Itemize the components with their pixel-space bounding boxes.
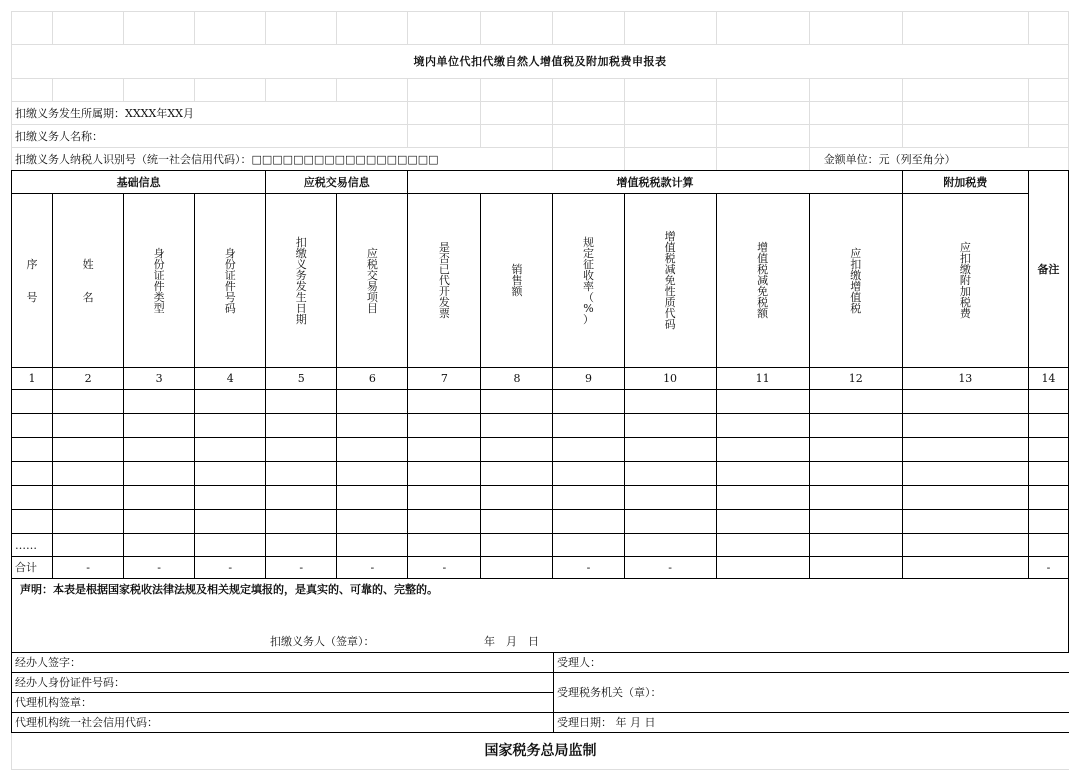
cell[interactable] — [195, 486, 266, 510]
cell[interactable] — [624, 438, 716, 462]
cell[interactable] — [553, 414, 624, 438]
col-num: 8 — [481, 368, 553, 390]
cell[interactable] — [195, 414, 266, 438]
cell[interactable] — [408, 534, 481, 557]
cell[interactable] — [266, 534, 337, 557]
col-num: 3 — [124, 368, 195, 390]
col-num: 10 — [624, 368, 716, 390]
cell[interactable] — [902, 438, 1028, 462]
declaration-text: 声明：本表是根据国家税收法律法规及相关规定填报的，是真实的、可靠的、完整的。 — [20, 583, 438, 596]
group-basic: 基础信息 — [12, 171, 266, 194]
col-header-8: 销 售 额 — [481, 194, 553, 368]
cell[interactable] — [624, 486, 716, 510]
cell[interactable] — [337, 462, 408, 486]
col-num: 5 — [266, 368, 337, 390]
cell[interactable] — [408, 510, 481, 534]
col-num: 2 — [53, 368, 124, 390]
cell[interactable] — [809, 534, 902, 557]
signoff-table — [11, 652, 1069, 733]
cell[interactable] — [1028, 438, 1068, 462]
cell[interactable] — [716, 390, 809, 414]
receiving-office-field[interactable]: 受理税务机关（章）： — [554, 673, 1070, 713]
footer-grid — [11, 733, 1069, 770]
col-num: 9 — [553, 368, 624, 390]
declaration-cell — [12, 579, 1069, 653]
cell[interactable] — [902, 534, 1028, 557]
total-dash: - — [53, 557, 124, 579]
receiver-field[interactable]: 受理人： — [554, 653, 1070, 673]
table-row — [12, 390, 1069, 414]
cell[interactable] — [553, 390, 624, 414]
declaration-date: 年 月 日 — [484, 635, 539, 648]
cell[interactable] — [902, 462, 1028, 486]
cell[interactable] — [902, 486, 1028, 510]
cell[interactable] — [1028, 486, 1068, 510]
col-num: 14 — [1028, 368, 1068, 390]
cell[interactable] — [337, 510, 408, 534]
total-dash: - — [337, 557, 408, 579]
cell[interactable] — [809, 438, 902, 462]
cell[interactable] — [809, 462, 902, 486]
cell[interactable] — [553, 462, 624, 486]
ellipsis-cell: …… — [12, 534, 53, 557]
cell[interactable] — [12, 390, 53, 414]
cell[interactable] — [481, 510, 553, 534]
table-row — [12, 462, 1069, 486]
cell[interactable] — [53, 510, 124, 534]
total-dash: - — [624, 557, 716, 579]
cell[interactable] — [124, 390, 195, 414]
table-row — [12, 438, 1069, 462]
col-num: 4 — [195, 368, 266, 390]
cell[interactable] — [716, 414, 809, 438]
cell[interactable] — [624, 414, 716, 438]
cell[interactable] — [902, 510, 1028, 534]
cell[interactable] — [124, 462, 195, 486]
col-num: 13 — [902, 368, 1028, 390]
col-header-12: 应 扣 缴 增 值 税 — [809, 194, 902, 368]
col-header-5: 扣 缴 义 务 发 生 日 期 — [266, 194, 337, 368]
cell[interactable] — [12, 438, 53, 462]
col-header-9: 规 定 征 收 率 （ % ） — [553, 194, 624, 368]
cell[interactable] — [337, 438, 408, 462]
cell[interactable] — [195, 438, 266, 462]
cell[interactable] — [12, 414, 53, 438]
cell[interactable] — [337, 534, 408, 557]
total-dash: - — [124, 557, 195, 579]
cell[interactable] — [53, 462, 124, 486]
cell[interactable] — [53, 390, 124, 414]
withholder-name-label: 扣缴义务人名称： — [12, 125, 408, 148]
total-surcharge-cell[interactable] — [902, 557, 1028, 579]
cell[interactable] — [1028, 510, 1068, 534]
cell[interactable] — [716, 510, 809, 534]
agency-seal-field[interactable]: 代理机构签章： — [12, 693, 554, 713]
total-sales-cell[interactable] — [481, 557, 553, 579]
column-number-row — [12, 368, 1069, 390]
cell[interactable] — [337, 414, 408, 438]
total-dash: - — [195, 557, 266, 579]
handler-sign-field[interactable]: 经办人签字： — [12, 653, 554, 673]
supervision-label: 国家税务总局监制 — [12, 733, 1070, 769]
declaration-signature: 扣缴义务人（签章）： — [270, 635, 375, 648]
total-label: 合计 — [12, 557, 53, 579]
cell[interactable] — [124, 510, 195, 534]
cell[interactable] — [408, 462, 481, 486]
cell[interactable] — [809, 510, 902, 534]
amount-unit-label: 金额单位：元（列至角分） — [809, 148, 1068, 171]
cell[interactable] — [1028, 534, 1068, 557]
cell[interactable] — [809, 390, 902, 414]
cell[interactable] — [266, 438, 337, 462]
cell[interactable] — [624, 462, 716, 486]
cell[interactable] — [195, 534, 266, 557]
ellipsis-row — [12, 534, 1069, 557]
group-remark: 备注 — [1028, 171, 1068, 368]
cell[interactable] — [481, 534, 553, 557]
period-label: 扣缴义务发生所属期：XXXX年XX月 — [12, 102, 408, 125]
col-num: 6 — [337, 368, 408, 390]
cell[interactable] — [195, 462, 266, 486]
cell[interactable] — [553, 438, 624, 462]
cell[interactable] — [716, 534, 809, 557]
cell[interactable] — [716, 462, 809, 486]
cell[interactable] — [124, 486, 195, 510]
withholder-tin-label: 扣缴义务人纳税人识别号（统一社会信用代码）：□□□□□□□□□□□□□□□□□□ — [12, 148, 553, 171]
col-header-7: 是 否 已 代 开 发 票 — [408, 194, 481, 368]
cell[interactable] — [12, 462, 53, 486]
col-header-6: 应 税 交 易 项 目 — [337, 194, 408, 368]
total-dash: - — [553, 557, 624, 579]
handler-id-field[interactable]: 经办人身份证件号码： — [12, 673, 554, 693]
cell[interactable] — [1028, 390, 1068, 414]
table-row — [12, 510, 1069, 534]
col-num: 1 — [12, 368, 53, 390]
cell[interactable] — [553, 510, 624, 534]
cell[interactable] — [266, 414, 337, 438]
total-dash: - — [408, 557, 481, 579]
cell[interactable] — [809, 486, 902, 510]
cell[interactable] — [408, 414, 481, 438]
cell[interactable] — [624, 390, 716, 414]
cell[interactable] — [624, 510, 716, 534]
cell[interactable] — [195, 510, 266, 534]
column-header-row — [12, 194, 1069, 368]
cell[interactable] — [266, 486, 337, 510]
col-header-13: 应 扣 缴 附 加 税 费 — [902, 194, 1028, 368]
cell[interactable] — [124, 438, 195, 462]
cell[interactable] — [481, 414, 553, 438]
form-title: 境内单位代扣代缴自然人增值税及附加税费申报表 — [12, 45, 1069, 79]
col-num: 7 — [408, 368, 481, 390]
cell[interactable] — [195, 390, 266, 414]
cell[interactable] — [553, 534, 624, 557]
col-header-10: 增 值 税 减 免 性 质 代 码 — [624, 194, 716, 368]
table-row — [12, 486, 1069, 510]
cell[interactable] — [408, 390, 481, 414]
total-dash: - — [266, 557, 337, 579]
declaration-row — [12, 579, 1069, 653]
cell[interactable] — [902, 414, 1028, 438]
cell[interactable] — [266, 510, 337, 534]
agency-code-field[interactable]: 代理机构统一社会信用代码： — [12, 713, 554, 733]
col-header-4: 身 份 证 件 号 码 — [195, 194, 266, 368]
cell[interactable] — [481, 462, 553, 486]
main-table — [11, 170, 1069, 653]
cell[interactable] — [12, 510, 53, 534]
cell[interactable] — [337, 486, 408, 510]
cell[interactable] — [408, 486, 481, 510]
cell[interactable] — [716, 486, 809, 510]
col-num: 12 — [809, 368, 902, 390]
cell[interactable] — [266, 462, 337, 486]
total-dash: - — [1028, 557, 1068, 579]
cell[interactable] — [716, 438, 809, 462]
cell[interactable] — [809, 414, 902, 438]
col-header-3: 身 份 证 件 类 型 — [124, 194, 195, 368]
cell[interactable] — [553, 486, 624, 510]
col-header-2: 姓 名 — [53, 194, 124, 368]
cell[interactable] — [481, 390, 553, 414]
cell[interactable] — [53, 486, 124, 510]
form-sheet — [11, 11, 1069, 770]
cell[interactable] — [53, 534, 124, 557]
total-vat-cell[interactable] — [809, 557, 902, 579]
col-num: 11 — [716, 368, 809, 390]
group-vat-calc: 增值税税款计算 — [408, 171, 902, 194]
receive-date-field[interactable]: 受理日期： 年 月 日 — [554, 713, 1070, 733]
cell[interactable] — [12, 486, 53, 510]
cell[interactable] — [337, 390, 408, 414]
cell[interactable] — [124, 534, 195, 557]
table-row — [12, 414, 1069, 438]
col-header-1: 序 号 — [12, 194, 53, 368]
cell[interactable] — [266, 390, 337, 414]
cell[interactable] — [624, 534, 716, 557]
cell[interactable] — [53, 414, 124, 438]
header-grid — [11, 11, 1069, 171]
group-transaction: 应税交易信息 — [266, 171, 408, 194]
cell[interactable] — [481, 438, 553, 462]
cell[interactable] — [481, 486, 553, 510]
cell[interactable] — [1028, 462, 1068, 486]
cell[interactable] — [124, 414, 195, 438]
group-surcharge: 附加税费 — [902, 171, 1028, 194]
cell[interactable] — [902, 390, 1028, 414]
cell[interactable] — [1028, 414, 1068, 438]
total-vat-relief-cell[interactable] — [716, 557, 809, 579]
cell[interactable] — [408, 438, 481, 462]
total-row — [12, 557, 1069, 579]
col-header-11: 增 值 税 减 免 税 额 — [716, 194, 809, 368]
cell[interactable] — [53, 438, 124, 462]
